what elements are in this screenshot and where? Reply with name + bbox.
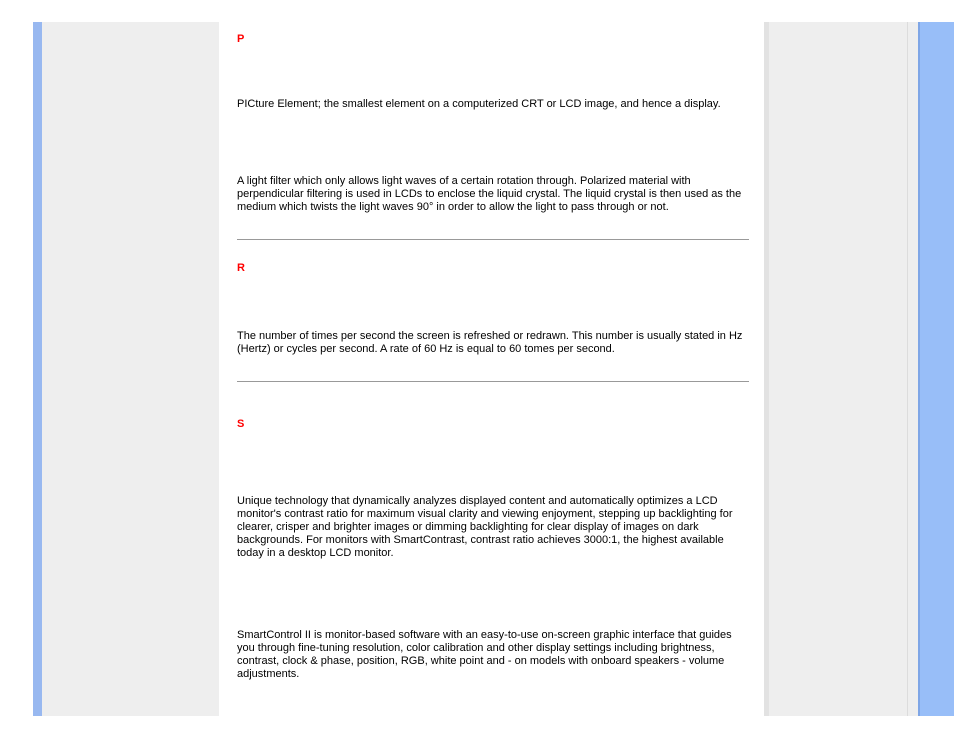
definition-smartcontrast: Unique technology that dynamically analyzes displayed content and automatically optimizes a LCD monitor's contrast ratio for maximum visual clarity and viewing enjoyment, stepping up backlighting for clearer, crisper and brighter images or dimming backlighting for clear display of images on dark backgrounds. For monitors with SmartContrast, contrast ratio achieves 3000:1, the highest available today in a desktop LCD monitor. — [237, 495, 733, 559]
section-letter-p: P — [237, 33, 245, 45]
left-nav-panel — [42, 22, 219, 716]
panel-divider — [907, 22, 908, 716]
section-divider — [237, 239, 749, 240]
left-accent-bar — [33, 22, 42, 716]
section-letter-s: S — [237, 418, 245, 430]
right-accent-bar — [918, 22, 954, 716]
definition-refresh-rate: The number of times per second the screen is refreshed or redrawn. This number is usually stated in Hz (Hertz) or cycles per second. A rate of 60 Hz is equal to 60 tomes per second. — [237, 330, 743, 355]
definition-pixel: PICture Element; the smallest element on a computerized CRT or LCD image, and hence a display. — [237, 98, 721, 110]
definition-smartcontrol: SmartControl II is monitor-based software with an easy-to-use on-screen graphic interface that guides you through fine-tuning resolution, color calibration and other display settings including brightness, contrast, clock & phase, position, RGB, white point and - on models with onboard speakers - volume adjustments. — [237, 629, 732, 680]
definition-polarizer: A light filter which only allows light waves of a certain rotation through. Polarized material with perpendicular filtering is used in LCDs to enclose the liquid crystal. The liquid crystal is then used as the medium which twists the light waves 90° in order to allow the light to pass through or not. — [237, 175, 742, 213]
section-divider — [237, 381, 749, 382]
section-letter-r: R — [237, 262, 245, 274]
glossary-content — [219, 22, 764, 716]
right-side-panel — [764, 22, 918, 716]
